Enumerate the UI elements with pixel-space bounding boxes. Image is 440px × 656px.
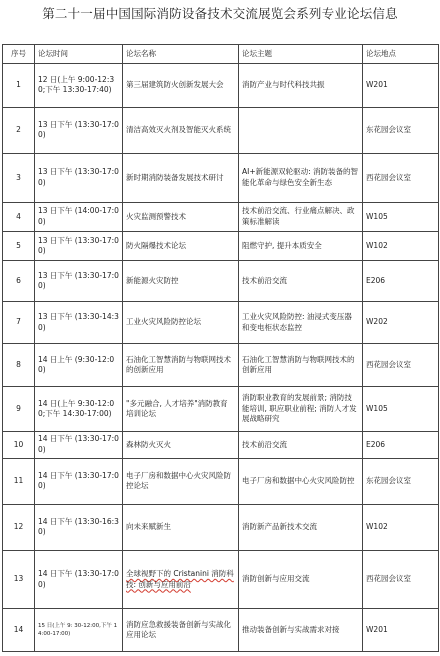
cell-name: "多元融合, 人才培养"消防教育培训论坛 [123, 386, 239, 432]
cell-no: 13 [3, 550, 35, 609]
header-theme: 论坛主题 [239, 45, 363, 64]
forum-schedule-table [2, 44, 439, 652]
cell-no: 9 [3, 386, 35, 432]
cell-theme: 消防创新与应用交流 [239, 550, 363, 609]
header-name: 论坛名称 [123, 45, 239, 64]
cell-name: 消防应急救援装备创新与实战化应用论坛 [123, 609, 239, 652]
cell-location: E206 [363, 261, 439, 301]
cell-theme: 技术前沿交流、行业痛点解决、政策标准解读 [239, 202, 363, 231]
cell-theme: 石油化工智慧消防与物联网技术的创新应用 [239, 344, 363, 387]
cell-theme: 技术前沿交流 [239, 261, 363, 301]
table-row [3, 261, 439, 301]
cell-time: 13 日下午 (13:30-17:00) [35, 107, 123, 154]
header-location: 论坛地点 [363, 45, 439, 64]
cell-location: W201 [363, 609, 439, 652]
cell-name: 新能源火灾防控 [123, 261, 239, 301]
cell-theme: 消防新产品新技术交流 [239, 505, 363, 551]
cell-name: 工业火灾风险防控论坛 [123, 301, 239, 344]
cell-no: 14 [3, 609, 35, 652]
cell-no: 3 [3, 154, 35, 203]
cell-no: 10 [3, 432, 35, 458]
cell-location: 东花园会议室 [363, 107, 439, 154]
cell-location: W102 [363, 231, 439, 260]
cell-time: 14 日(上午 9:30-12:00;下午 14:30-17:00) [35, 386, 123, 432]
table-row [3, 609, 439, 652]
cell-no: 6 [3, 261, 35, 301]
cell-no: 2 [3, 107, 35, 154]
cell-theme [239, 107, 363, 154]
page-title: 第二十一届中国国际消防设备技术交流展览会系列专业论坛信息 [42, 6, 398, 21]
cell-time: 14 日下午 (13:30-17:00) [35, 432, 123, 458]
cell-time: 13 日下午 (13:30-17:00) [35, 261, 123, 301]
cell-theme: 技术前沿交流 [239, 432, 363, 458]
cell-name [123, 550, 239, 609]
table-row [3, 231, 439, 260]
table-row [3, 550, 439, 609]
cell-no: 11 [3, 458, 35, 505]
cell-no: 5 [3, 231, 35, 260]
cell-location: W105 [363, 202, 439, 231]
cell-location: W105 [363, 386, 439, 432]
cell-theme: 阻燃守护, 提升本质安全 [239, 231, 363, 260]
cell-name: 第三届建筑防火创新发展大会 [123, 64, 239, 108]
cristanini-text: 全球视野下的 Cristanini 消防科技: 创新与应用前沿 [126, 569, 234, 589]
cell-time: 14 日下午 (13:30-17:00) [35, 458, 123, 505]
cell-time: 14 日下午 (13:30-16:30) [35, 505, 123, 551]
cell-name: 电子厂房和数据中心火灾风险防控论坛 [123, 458, 239, 505]
cell-time: 13 日下午 (13:30-17:00) [35, 231, 123, 260]
cell-location: 东花园会议室 [363, 458, 439, 505]
table-row [3, 344, 439, 387]
cell-name: 火灾监测预警技术 [123, 202, 239, 231]
cell-location: W201 [363, 64, 439, 108]
cell-location: 西花园会议室 [363, 344, 439, 387]
cell-location: 西花园会议室 [363, 154, 439, 203]
cell-name: 石油化工智慧消防与物联网技术的创新应用 [123, 344, 239, 387]
cell-theme: 电子厂房和数据中心火灾风险防控 [239, 458, 363, 505]
table-row [3, 64, 439, 108]
cell-no: 8 [3, 344, 35, 387]
cell-name: 清洁高效灭火剂及智能灭火系统 [123, 107, 239, 154]
cell-theme: 消防职业教育的发展前景; 消防技能培训, 职应职业前程; 消防人才发展战略研究 [239, 386, 363, 432]
cell-name: 森林防火灭火 [123, 432, 239, 458]
cell-location: E206 [363, 432, 439, 458]
cell-time: 14 日下午 (13:30-17:00) [35, 550, 123, 609]
table-row [3, 202, 439, 231]
cell-time: 15 日(上午 9: 30-12:00,下午 14:00-17:00) [35, 609, 123, 652]
table-row [3, 432, 439, 458]
cell-theme: AI+新能源双轮驱动: 消防装备的智能化革命与绿色安全新生态 [239, 154, 363, 203]
table-row [3, 107, 439, 154]
table-header-row [3, 45, 439, 64]
table-row [3, 505, 439, 551]
cell-location: W102 [363, 505, 439, 551]
cell-theme: 工业火灾风险防控: 油浸式变压器和变电柜状态监控 [239, 301, 363, 344]
cell-no: 1 [3, 64, 35, 108]
cell-time: 14 日上午 (9:30-12:00) [35, 344, 123, 387]
cell-time: 13 日下午 (14:00-17:00) [35, 202, 123, 231]
cell-name: 防火隔爆技术论坛 [123, 231, 239, 260]
header-time: 论坛时间 [35, 45, 123, 64]
cell-location: 西花园会议室 [363, 550, 439, 609]
cell-time: 13 日下午 (13:30-17:00) [35, 154, 123, 203]
cell-no: 4 [3, 202, 35, 231]
cell-no: 12 [3, 505, 35, 551]
cell-time: 12 日(上午 9:00-12:30;下午 13:30-17:40) [35, 64, 123, 108]
cell-theme: 消防产业与时代科技共振 [239, 64, 363, 108]
cell-time: 13 日下午 (13:30-14:30) [35, 301, 123, 344]
table-row [3, 386, 439, 432]
table-row [3, 154, 439, 203]
table-row [3, 458, 439, 505]
cell-name: 向未来赋新生 [123, 505, 239, 551]
header-no: 序号 [3, 45, 35, 64]
table-row [3, 301, 439, 344]
cell-location: W202 [363, 301, 439, 344]
cell-name: 新时期消防装备发展技术研讨 [123, 154, 239, 203]
cell-theme: 推动装备创新与实战需求对接 [239, 609, 363, 652]
cell-no: 7 [3, 301, 35, 344]
